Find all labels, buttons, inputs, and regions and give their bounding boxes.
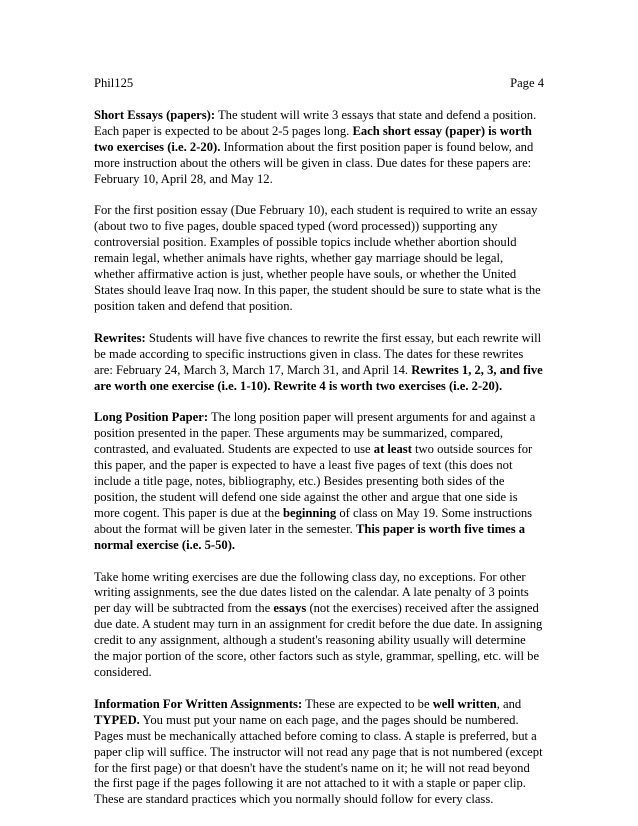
first-essay-paragraph: [94, 203, 544, 314]
short-essays-text-1: The student will write 3 essays that state and defend a position. Each paper is expected to be about 2-5 pages long.: [94, 107, 537, 138]
short-essays-heading: Short Essays (papers):: [94, 107, 216, 122]
course-code: Phil125: [94, 76, 134, 90]
written-assignments-text-3: You must put your name on each page, and the pages should be numbered. Pages must be mechanically attached before coming to class. A staple is preferred, but a paper clip will suffice. The instructor will not read any page that is not numbered (except for the first page) or that doesn't have the student's name on it; he will not read beyond the first page if the pages following it are not attached to it with a staple or paper clip. These are standard practices which you normally should follow for every class.: [94, 712, 543, 807]
rewrites-bold-1: Rewrites 1, 2, 3, and five are worth one exercise (i.e. 1-10). Rewrite 4 is worth two exercises (i.e. 2-20).: [94, 362, 543, 393]
rewrites-text-1: Students will have five chances to rewrite the first essay, but each rewrite will be made according to specific instructions given in class. The dates for these rewrites are: February 24, March 3, March 17, March 31, and April 14.: [94, 330, 542, 377]
late-policy-bold-1: essays: [273, 601, 307, 616]
long-paper-heading: Long Position Paper:: [94, 410, 209, 425]
written-assignments-bold-1: well written: [432, 696, 497, 711]
short-essays-paragraph: [94, 108, 544, 188]
long-paper-paragraph: [94, 410, 544, 553]
written-assignments-text-1: These are expected to be: [302, 696, 433, 711]
long-paper-bold-2: beginning: [282, 505, 337, 520]
first-essay-text: For the first position essay (Due February 10), each student is required to write an essay (about two to five pages, double spaced typed (word processed)) supporting any controversial position. Examples of possible topics include whether abortion should remain legal, whether animals have rights, whether gay marriage should be legal, whether affirmative action is just, whether people have souls, or whether the United States should leave Iraq now. In this paper, the student should be sure to state what is the position taken and defend that position.: [94, 203, 541, 313]
written-assignments-heading: Information For Written Assignments:: [94, 696, 303, 711]
short-essays-bold-1: Each short essay (paper) is worth two exercises (i.e. 2-20).: [94, 123, 532, 154]
long-paper-text-3: of class on May 19. Some instructions about the format will be given later in the semester.: [94, 505, 533, 536]
page-header: [94, 76, 544, 92]
short-essays-text-2: Information about the first position paper is found below, and more instruction about the others will be given in class. Due dates for these papers are: February 10, April 28, and May 12.: [94, 139, 534, 186]
document-page: [94, 76, 544, 824]
late-policy-text-1: Take home writing exercises are due the following class day, no exceptions. For other writing assignments, see the due dates listed on the calendar. A late penalty of 3 points per day will be subtracted from the: [94, 569, 529, 616]
late-policy-text-2: (not the exercises) received after the assigned due date. A student may turn in an assignment for credit before the due date. In assigning credit to any assignment, although a student's reasoning ability usually will determine the major portion of the score, other factors such as style, grammar, spelling, etc. will be considered.: [94, 601, 543, 679]
rewrites-heading: Rewrites:: [94, 330, 146, 345]
rewrites-paragraph: [94, 331, 544, 395]
written-assignments-bold-2: TYPED.: [94, 712, 140, 727]
long-paper-bold-1: at least: [373, 442, 412, 457]
page-number: Page 4: [510, 76, 544, 90]
long-paper-bold-3: This paper is worth five times a normal exercise (i.e. 5-50).: [94, 521, 526, 552]
written-assignments-paragraph: [94, 697, 544, 808]
written-assignments-text-2: , and: [496, 696, 522, 711]
late-policy-paragraph: [94, 570, 544, 681]
long-paper-text-1: The long position paper will present arguments for and against a position presented in the paper. These arguments may be summarized, compared, contrasted, and evaluated. Students are expected to use: [94, 410, 536, 457]
long-paper-text-2: two outside sources for this paper, and the paper is expected to have a least five pages of text (this does not include a title page, notes, bibliography, etc.) Besides presenting both sides of the position, the student will defend one side against the other and argue that one side is more cogent. This paper is due at the: [94, 442, 533, 520]
